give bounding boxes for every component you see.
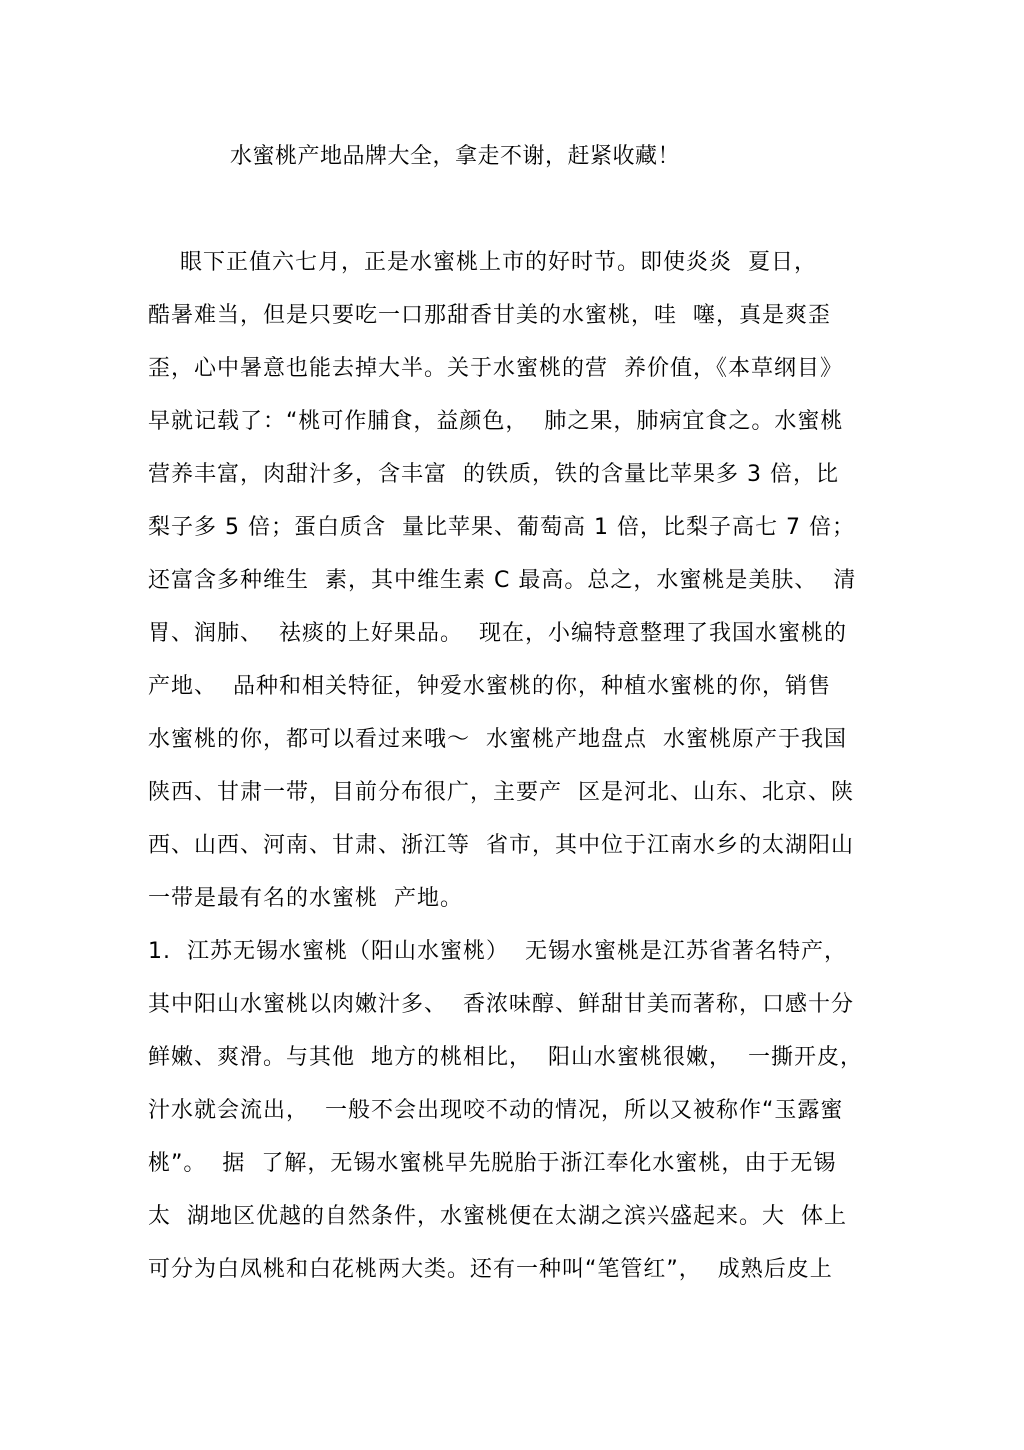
paragraph-line: 一带是最有名的水蜜桃 产地。 bbox=[148, 886, 463, 911]
paragraph-line: 酷暑难当，但是只要吃一口那甜香甘美的水蜜桃，哇 噻，真是爽歪 bbox=[148, 303, 831, 328]
paragraph-line: 歪，心中暑意也能去掉大半。关于水蜜桃的营 养价值，《本草纲目》 bbox=[148, 356, 843, 381]
paragraph-line: 胃、润肺、 祛痰的上好果品。 现在，小编特意整理了我国水蜜桃的 bbox=[148, 621, 847, 646]
paragraph-line: 太 湖地区优越的自然条件，水蜜桃便在太湖之滨兴盛起来。大 体上 bbox=[148, 1204, 847, 1229]
document-title: 水蜜桃产地品牌大全，拿走不谢，赶紧收藏！ bbox=[230, 144, 681, 169]
paragraph-line: 鲜嫩、爽滑。与其他 地方的桃相比， 阳山水蜜桃很嫩， 一撕开皮， bbox=[148, 1045, 863, 1070]
paragraph-line: 其中阳山水蜜桃以肉嫩汁多、 香浓味醇、鲜甜甘美而著称，口感十分 bbox=[148, 992, 854, 1017]
paragraph-line: 早就记载了：“桃可作脯食，益颜色， 肺之果，肺病宜食之。水蜜桃 bbox=[148, 409, 844, 434]
paragraph-line: 汁水就会流出， 一般不会出现咬不动的情况，所以又被称作“玉露蜜 bbox=[148, 1098, 844, 1123]
paragraph-line: 西、山西、河南、甘肃、浙江等 省市，其中位于江南水乡的太湖阳山 bbox=[148, 833, 854, 858]
numbered-heading-line: 1. 江苏无锡水蜜桃（阳山水蜜桃） 无锡水蜜桃是江苏省著名特产， bbox=[148, 939, 847, 964]
paragraph-line: 桃”。 据 了解，无锡水蜜桃早先脱胎于浙江奉化水蜜桃，由于无锡 bbox=[148, 1151, 837, 1176]
paragraph-line: 还富含多种维生 素，其中维生素 C 最高。总之，水蜜桃是美肤、 清 bbox=[148, 568, 857, 593]
paragraph-line: 梨子多 5 倍；蛋白质含 量比苹果、葡萄高 1 倍，比梨子高七 7 倍； bbox=[148, 515, 855, 540]
paragraph-line: 营养丰富，肉甜汁多，含丰富 的铁质，铁的含量比苹果多 3 倍，比 bbox=[148, 462, 839, 487]
paragraph-line: 陕西、甘肃一带，目前分布很广，主要产 区是河北、山东、北京、陕 bbox=[148, 780, 854, 805]
paragraph-line: 眼下正值六七月，正是水蜜桃上市的好时节。即使炎炎 夏日， bbox=[148, 250, 817, 275]
paragraph-line: 水蜜桃的你，都可以看过来哦～ 水蜜桃产地盘点 水蜜桃原产于我国 bbox=[148, 727, 847, 752]
paragraph-line: 可分为白凤桃和白花桃两大类。还有一种叫“笔管红”， 成熟后皮上 bbox=[148, 1257, 833, 1282]
paragraph-line: 产地、 品种和相关特征，钟爱水蜜桃的你，种植水蜜桃的你，销售 bbox=[148, 674, 831, 699]
